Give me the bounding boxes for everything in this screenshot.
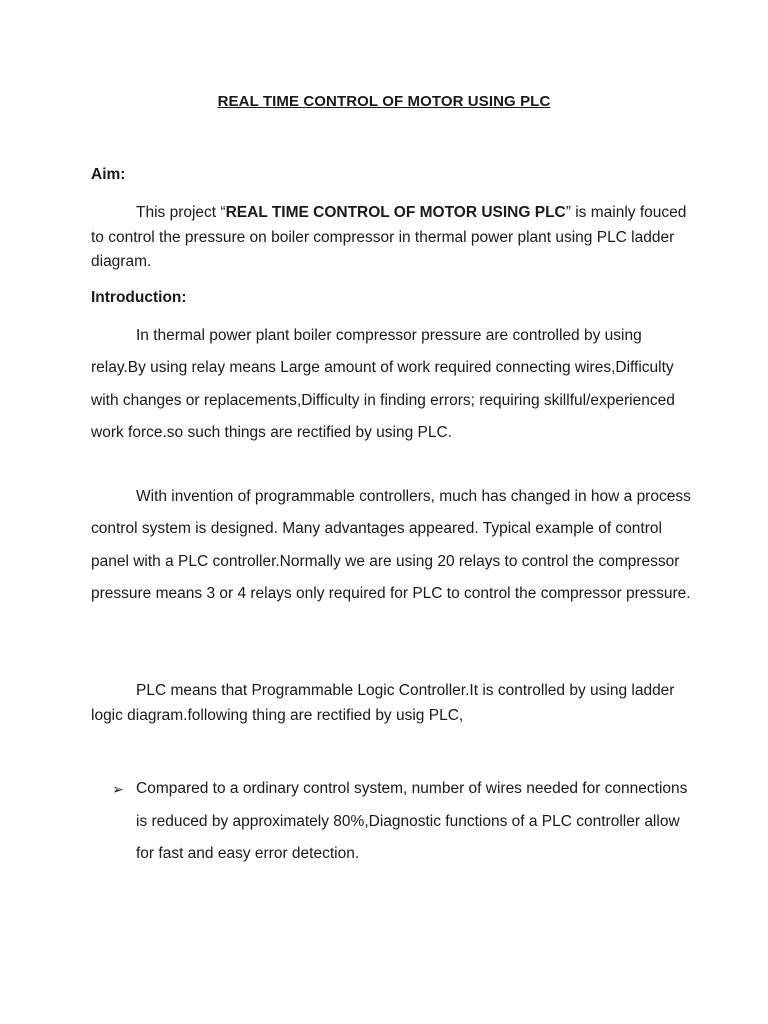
intro-paragraph-1-text: In thermal power plant boiler compressor pressure are controlled by using relay.By using relay means Large amount of work required connecting wires,Difficulty with changes or replacements,Difficulty in finding errors; requiring skillful/experienced work force.so such things are rectified by using PLC.	[91, 327, 675, 441]
aim-text-bold: REAL TIME CONTROL OF MOTOR USING PLC	[225, 204, 566, 221]
bullet-list-item	[112, 773, 692, 871]
arrow-bullet-icon: ➢	[112, 781, 124, 797]
intro-paragraph-3	[91, 679, 691, 728]
introduction-heading: Introduction:	[91, 289, 187, 306]
intro-paragraph-2	[91, 481, 691, 610]
aim-heading: Aim:	[91, 166, 126, 183]
intro-paragraph-1	[91, 320, 691, 449]
aim-text-before: This project “	[136, 204, 226, 221]
intro-paragraph-3-text: PLC means that Programmable Logic Controller.It is controlled by using ladder logic diagram.following thing are rectified by usig PLC,	[91, 682, 675, 724]
bullet-text: Compared to a ordinary control system, number of wires needed for connections is reduced by approximately 80%,Diagnostic functions of a PLC controller allow for fast and easy error detection.	[136, 780, 688, 862]
intro-paragraph-2-text: With invention of programmable controllers, much has changed in how a process control system is designed. Many advantages appeared. Typical example of control panel with a PLC controller.Normally we are using 20 relays to control the compressor pressure means 3 or 4 relays only required for PLC to control the compressor pressure.	[91, 488, 691, 602]
document-title: REAL TIME CONTROL OF MOTOR USING PLC	[217, 93, 551, 110]
aim-text-after: ” is mainly fouced to control the pressure on boiler compressor in thermal power plant using PLC ladder diagram.	[91, 204, 687, 270]
aim-paragraph	[91, 201, 691, 275]
